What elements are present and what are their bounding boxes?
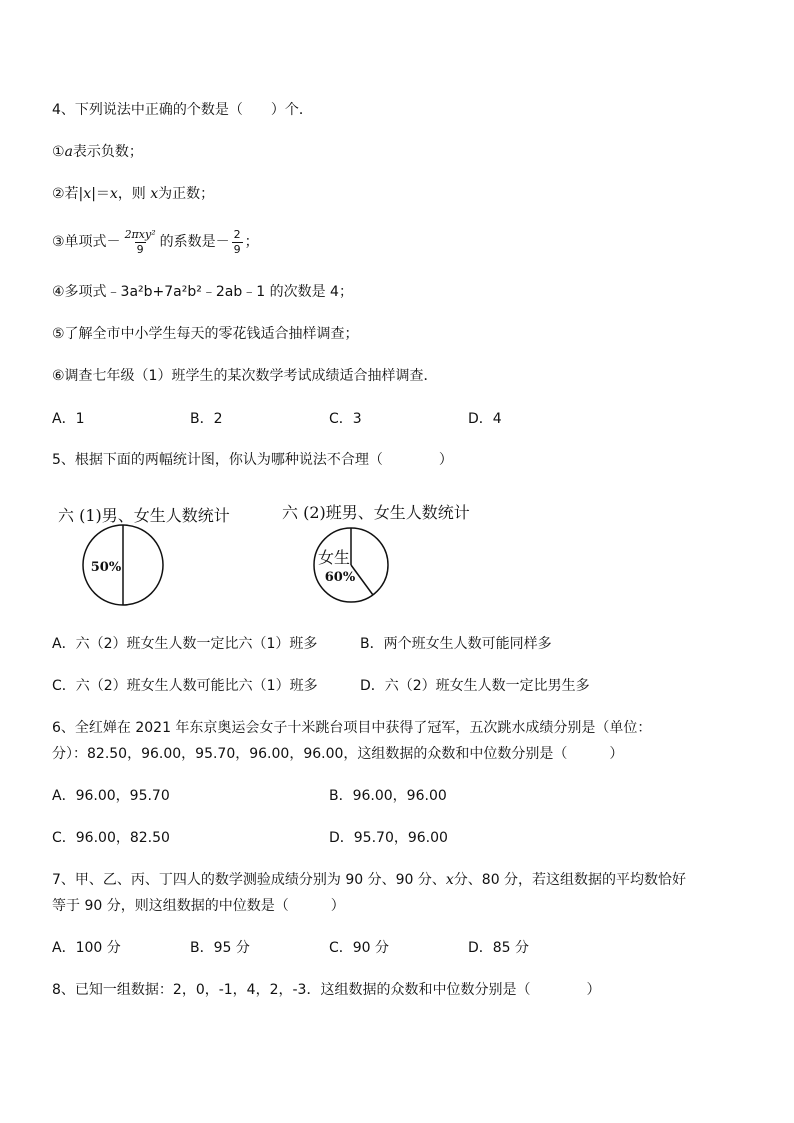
- q5-pie2-label-top: 女生: [317, 548, 351, 567]
- q4-s3-coef-num: 2: [233, 227, 241, 241]
- q4-s1-text: 表示负数；: [72, 144, 143, 160]
- q4-statement-4: ④多项式﹣3a²b+7a²b²﹣2ab﹣1 的次数是 4；: [52, 284, 353, 300]
- q4-option-c: C．3: [329, 411, 362, 427]
- q7-option-c: C．90 分: [329, 940, 390, 956]
- q7-stem-pre: 7、甲、乙、丙、丁四人的数学测验成绩分别为 90 分、90 分、: [52, 872, 446, 888]
- q7-option-a: A．100 分: [52, 940, 121, 956]
- q5-option-b: B．两个班女生人数可能同样多: [360, 636, 552, 652]
- q4-option-d: D．4: [468, 411, 502, 427]
- q5-stem: 5、根据下面的两幅统计图，你认为哪种说法不合理（ ）: [52, 452, 453, 468]
- q4-statement-3: [52, 226, 259, 258]
- q4-s2-suffix: 为正数；: [158, 186, 215, 202]
- q4-s2-mid: |＝: [91, 186, 110, 202]
- q4-s2-var3: x: [150, 186, 159, 202]
- q4-s3-coef-fraction: [232, 228, 243, 257]
- q4-s1-var: a: [64, 144, 73, 160]
- q6-option-c: C．96.00，82.50: [52, 830, 170, 846]
- q5-option-a: A．六（2）班女生人数一定比六（1）班多: [52, 636, 318, 652]
- q8-stem: 8、已知一组数据：2，0，-1，4，2，-3．这组数据的众数和中位数分别是（ ）: [52, 982, 601, 998]
- q4-s3-mid: 的系数是－: [159, 234, 230, 250]
- q7-option-d: D．85 分: [468, 940, 530, 956]
- q5-option-c: C．六（2）班女生人数可能比六（1）班多: [52, 678, 318, 694]
- q4-s1-mark: ①: [52, 144, 65, 160]
- q4-s3-prefix: ③单项式－: [52, 234, 121, 250]
- q4-s2-var2: x: [109, 186, 118, 202]
- q4-option-a: A．1: [52, 411, 85, 427]
- q4-statement-6: ⑥调查七年级（1）班学生的某次数学考试成绩适合抽样调查．: [52, 368, 438, 384]
- q4-s2-var: x: [83, 186, 92, 202]
- q5-option-d: D．六（2）班女生人数一定比男生多: [360, 678, 590, 694]
- q4-s3-frac-den: 9: [136, 242, 144, 256]
- q4-s3-frac-num: 2πxy²: [124, 227, 156, 241]
- q4-s2-mid2: ，则: [117, 186, 151, 202]
- q4-option-b: B．2: [190, 411, 223, 427]
- q4-statement-5: ⑤了解全市中小学生每天的零花钱适合抽样调查；: [52, 326, 359, 342]
- q4-s3-suffix: ；: [244, 234, 259, 250]
- q4-stem: 4、下列说法中正确的个数是（ ）个．: [52, 102, 313, 118]
- q7-option-b: B．95 分: [190, 940, 250, 956]
- q6-stem-line-2: 分）：82.50，96.00，95.70，96.00，96.00，这组数据的众数和中位数分别是（ ）: [52, 746, 624, 762]
- q4-s3-fraction: [123, 228, 158, 257]
- q6-option-a: A．96.00，95.70: [52, 788, 170, 804]
- q4-s2-prefix: ②若|: [52, 186, 84, 202]
- q7-stem-var: x: [445, 872, 454, 888]
- q5-pie-chart-2: [308, 524, 398, 610]
- q4-statement-2: [52, 184, 214, 204]
- q6-stem-line-1: 6、全红婵在 2021 年东京奥运会女子十米跳台项目中获得了冠军，五次跳水成绩分别是（单位：: [52, 720, 652, 736]
- q4-s3-coef-den: 9: [233, 242, 241, 256]
- q6-option-d: D．95.70，96.00: [329, 830, 448, 846]
- q5-chart1-title: 六 (1)男、女生人数统计: [58, 506, 230, 525]
- q7-stem-line-1: [52, 870, 686, 890]
- q5-pie2-label: 60%: [324, 570, 356, 585]
- q7-stem-post: 分、80 分，若这组数据的平均数恰好: [453, 872, 687, 888]
- q7-stem-line-2: 等于 90 分，则这组数据的中位数是（ ）: [52, 898, 345, 914]
- q5-chart2-title: 六 (2)班男、女生人数统计: [282, 503, 470, 522]
- q5-pie1-label: 50%: [90, 560, 122, 575]
- q4-statement-1: [52, 142, 143, 162]
- q5-pie-chart-1: [80, 524, 170, 610]
- q6-option-b: B．96.00，96.00: [329, 788, 447, 804]
